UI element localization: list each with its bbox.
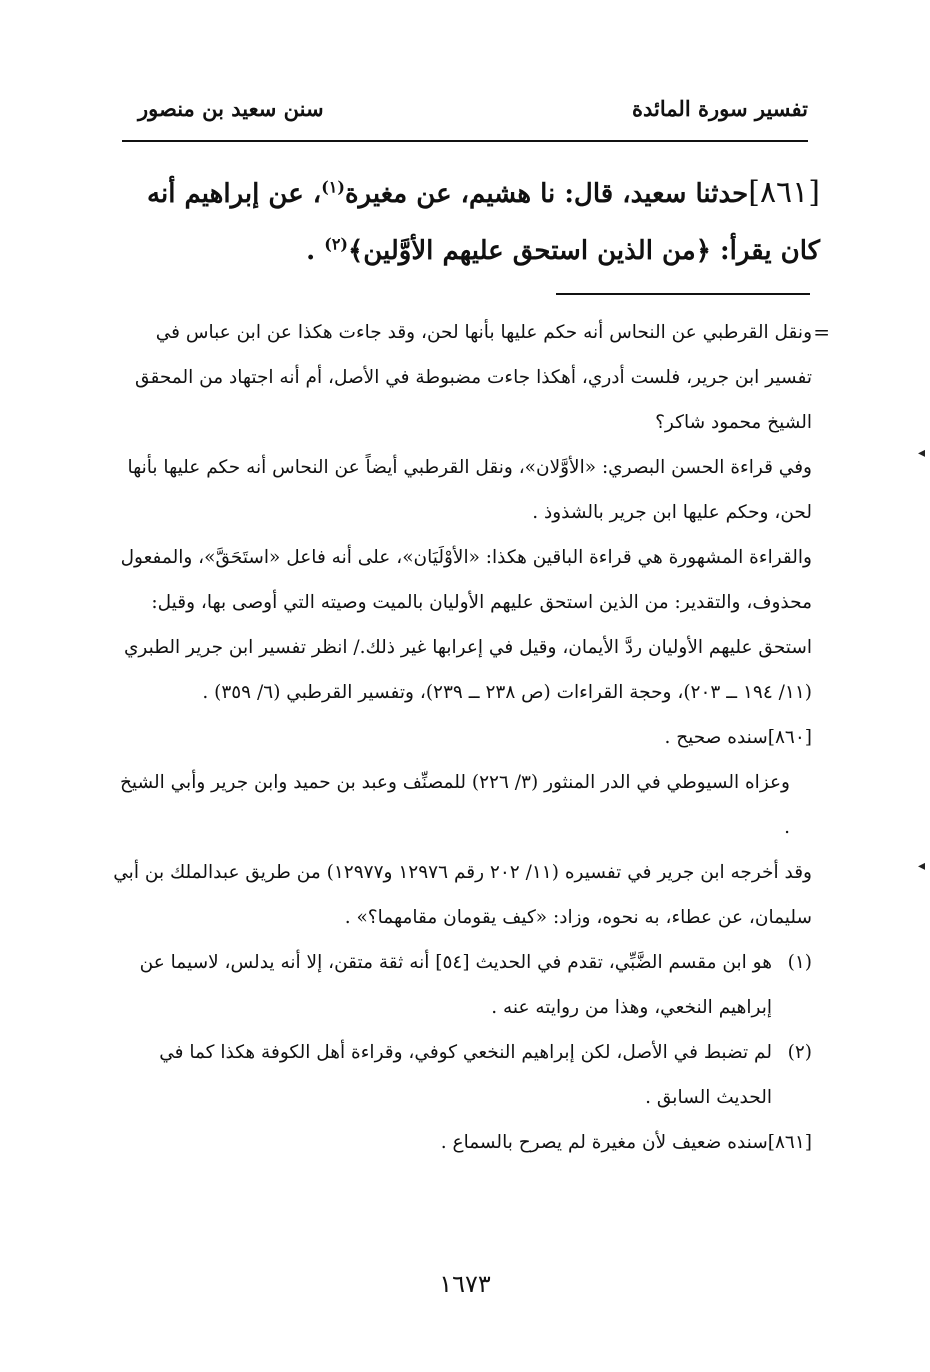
footnote-text: لم تضبط في الأصل، لكن إبراهيم النخعي كوفي، وقراءة أهل الكوفة هكذا كما في الحديث السابق . bbox=[159, 1042, 772, 1108]
reference-number: [٨٦١] bbox=[767, 1132, 812, 1153]
footnote-ref-2: (٢) bbox=[324, 234, 348, 254]
continuation-mark: = bbox=[813, 320, 830, 344]
note-text: ونقل القرطبي عن النحاس أنه حكم عليها بأنها لحن، وقد جاءت هكذا عن ابن عباس في تفسير ابن جرير، فلست أدري، أهكذا جاءت مضبوطة في الأصل، أم أنه اجتهاد من المحقق الشيخ محمود شاكر؟ bbox=[135, 322, 812, 433]
footnote-1 bbox=[112, 940, 812, 1030]
hadith-text-part: ، عن إبراهيم أنه bbox=[147, 179, 322, 209]
note-paragraph: والقراءة المشهورة هي قراءة الباقين هكذا: «الأوْلَيَان»، على أنه فاعل «استَحَقَّ»، والمفعول محذوف، والتقدير: من الذين استحق عليهم الأوليان بالميت وصيته التي أوصى بها، وقيل: استحق عليهم الأوليان ردَّ الأيمان، وقيل في إعرابها غير ذلك./ انظر تفسير ابن جرير الطبري (١١/ ١٩٤ ــ ٢٠٣)، وحجة القراءات (ص ٢٣٨ ــ ٢٣٩)، وتفسير القرطبي (٦/ ٣٥٩) . bbox=[120, 547, 812, 703]
page-number: ١٦٧٣ bbox=[439, 1270, 491, 1298]
note-paragraph: وفي قراءة الحسن البصري: «الأوَّلان»، ونقل القرطبي أيضاً عن النحاس أنه حكم عليها بأنها لحن، وحكم عليها ابن جرير بالشذوذ . bbox=[127, 457, 812, 523]
verdict-text: سنده صحيح . bbox=[664, 727, 768, 748]
hadith-text-part: كان يقرأ: ﴿من الذين استحق عليهم الأوَّلين﴾ bbox=[347, 236, 820, 266]
hadith-line-1 bbox=[104, 164, 820, 223]
hadith-line-2 bbox=[104, 223, 820, 280]
hadith-text-part: . bbox=[306, 236, 325, 266]
footnote-text: هو ابن مقسم الضَّبِّي، تقدم في الحديث [٥٤] أنه ثقة متقن، إلا أنه يدلس، لاسيما عن إبراهيم النخعي، وهذا من روايته عنه . bbox=[139, 952, 772, 1018]
hadith-number: [٨٦١] bbox=[748, 175, 820, 210]
verdict-861 bbox=[112, 1120, 812, 1165]
hadith-text-part: حدثنا سعيد، قال: نا هشيم، عن مغيرة bbox=[344, 179, 749, 209]
hadith-text bbox=[104, 164, 820, 280]
running-header-book: سنن سعيد بن منصور bbox=[138, 96, 324, 121]
footnote-number: (١) bbox=[787, 952, 812, 973]
footnote-separator bbox=[556, 293, 810, 295]
footnote-number: (٢) bbox=[787, 1042, 812, 1063]
reference-number: [٨٦٠] bbox=[767, 727, 812, 748]
note-paragraph: وعزاه السيوطي في الدر المنثور (٣/ ٢٢٦) للمصنِّف وعبد بن حميد وابن جرير وأبي الشيخ . bbox=[119, 772, 790, 838]
verdict-text: سنده ضعيف لأن مغيرة لم يصرح بالسماع . bbox=[440, 1132, 768, 1153]
margin-mark: ◂ bbox=[918, 858, 926, 874]
running-header-chapter: تفسير سورة المائدة bbox=[632, 96, 808, 121]
footnote-ref-1: (١) bbox=[321, 177, 345, 197]
header-rule bbox=[122, 140, 808, 142]
margin-mark: ◂ bbox=[918, 445, 926, 461]
footnotes-section bbox=[112, 310, 830, 1165]
footnote-2 bbox=[112, 1030, 812, 1120]
verdict-860 bbox=[112, 715, 812, 760]
note-paragraph: وقد أخرجه ابن جرير في تفسيره (١١/ ٢٠٢ رقم ١٢٩٧٦ و١٢٩٧٧) من طريق عبدالملك بن أبي سليمان، عن عطاء، به نحوه، وزاد: «كيف يقومان مقامهما؟» . bbox=[113, 862, 812, 928]
note-paragraph bbox=[112, 310, 830, 445]
